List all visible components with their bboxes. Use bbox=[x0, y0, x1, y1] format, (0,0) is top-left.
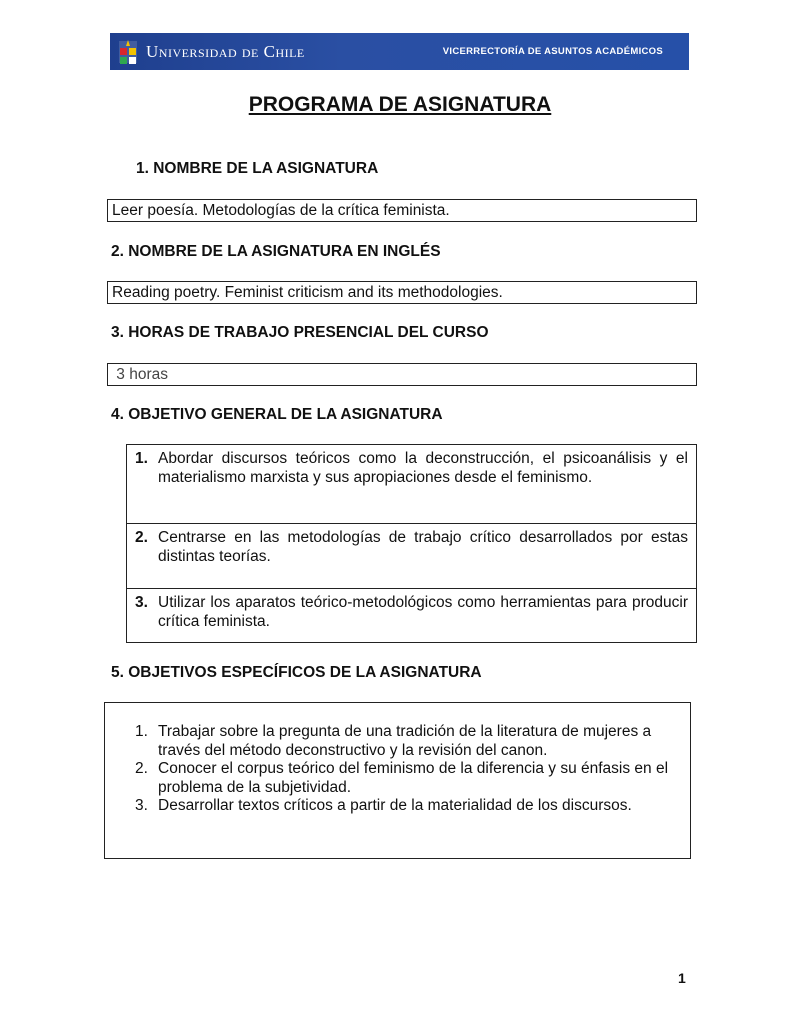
table-row bbox=[127, 445, 696, 524]
objective-number: 2. bbox=[135, 529, 148, 546]
section-4-heading: 4. OBJETIVO GENERAL DE LA ASIGNATURA bbox=[111, 406, 443, 423]
item-text: Trabajar sobre la pregunta de una tradición de la literatura de mujeres a través del método deconstructivo y la revisión del canon. bbox=[158, 723, 652, 759]
course-name-english-box: Reading poetry. Feminist criticism and its methodologies. bbox=[107, 281, 697, 304]
item-text: Conocer el corpus teórico del feminismo de la diferencia y su énfasis en el problema de la subjetividad. bbox=[158, 760, 669, 796]
specific-objectives-box bbox=[104, 702, 691, 859]
section-2-heading: 2. NOMBRE DE LA ASIGNATURA EN INGLÉS bbox=[111, 243, 441, 260]
list-item bbox=[135, 760, 680, 797]
university-crest-icon bbox=[116, 38, 140, 66]
university-name: Universidad de Chile bbox=[146, 41, 305, 61]
item-text: Desarrollar textos críticos a partir de la materialidad de los discursos. bbox=[158, 797, 632, 814]
office-name: VICERRECTORÍA DE ASUNTOS ACADÉMICOS bbox=[442, 46, 663, 57]
course-name-box: Leer poesía. Metodologías de la crítica feminista. bbox=[107, 199, 697, 222]
table-row bbox=[127, 589, 696, 642]
list-item bbox=[135, 723, 680, 760]
objective-number: 3. bbox=[135, 594, 148, 611]
hours-box: 3 horas bbox=[107, 363, 697, 386]
page-number: 1 bbox=[678, 970, 686, 986]
section-5-heading: 5. OBJETIVOS ESPECÍFICOS DE LA ASIGNATURA bbox=[111, 664, 482, 681]
objective-text: Centrarse en las metodologías de trabajo crítico desarrollados por estas distintas teorías. bbox=[158, 529, 688, 565]
item-number: 3. bbox=[135, 797, 148, 814]
item-number: 2. bbox=[135, 760, 148, 777]
page-title: PROGRAMA DE ASIGNATURA bbox=[248, 93, 552, 116]
objective-text: Abordar discursos teóricos como la deconstrucción, el psicoanálisis y el materialismo marxista y sus apropiaciones desde el feminismo. bbox=[158, 450, 688, 486]
section-1-heading: 1. NOMBRE DE LA ASIGNATURA bbox=[136, 160, 379, 177]
list-item bbox=[135, 797, 680, 816]
general-objectives-table bbox=[126, 444, 697, 643]
objective-number: 1. bbox=[135, 450, 148, 467]
section-3-heading: 3. HORAS DE TRABAJO PRESENCIAL DEL CURSO bbox=[111, 324, 489, 341]
item-number: 1. bbox=[135, 723, 148, 740]
objective-text: Utilizar los aparatos teórico-metodológicos como herramientas para producir crítica feminista. bbox=[158, 594, 688, 630]
table-row bbox=[127, 524, 696, 589]
header-banner bbox=[110, 33, 689, 70]
